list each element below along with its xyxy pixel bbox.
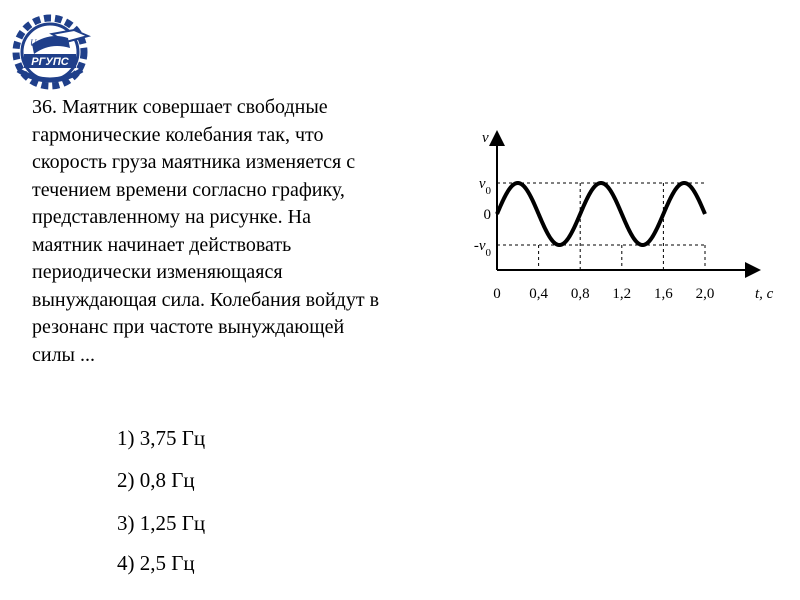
rgups-logo xyxy=(4,8,96,100)
x-tick-label: 0 xyxy=(493,286,501,302)
x-tick-label: 1,6 xyxy=(654,286,673,302)
answer-option-1[interactable]: 1) 3,75 Гц xyxy=(117,426,206,450)
answer-option-4[interactable]: 4) 2,5 Гц xyxy=(117,551,195,575)
question-text: 36. Маятник совершает свободные гармонические колебания так, что скорость груза маятника изменяется с течением времени согласно графику, представленному на рисунке. На маятник начинает действовать периодически изменяющаяся вынуждающая сила. Колебания войдут в резонанс при частоте вынуждающей силы ... xyxy=(32,96,380,366)
svg-text:U: U xyxy=(30,38,37,48)
x-tick-label: 2,0 xyxy=(695,286,715,302)
answer-option-3[interactable]: 3) 1,25 Гц xyxy=(117,511,206,535)
x-tick-label: 0,8 xyxy=(570,286,590,302)
velocity-time-graph xyxy=(455,120,790,320)
answer-option-2[interactable]: 2) 0,8 Гц xyxy=(117,468,195,492)
y-axis-label: v xyxy=(482,130,489,146)
y-tick-label: $v_0$ xyxy=(478,176,491,197)
x-axis-label: t, с xyxy=(755,286,774,302)
x-tick-label: 1,2 xyxy=(612,286,632,302)
y-tick-label: 0 xyxy=(483,207,491,223)
x-tick-label: 0,4 xyxy=(529,286,548,302)
y-tick-label: $-v_0$ xyxy=(473,238,491,259)
logo-abbr: РГУПС xyxy=(31,56,69,68)
velocity-curve xyxy=(497,183,705,245)
